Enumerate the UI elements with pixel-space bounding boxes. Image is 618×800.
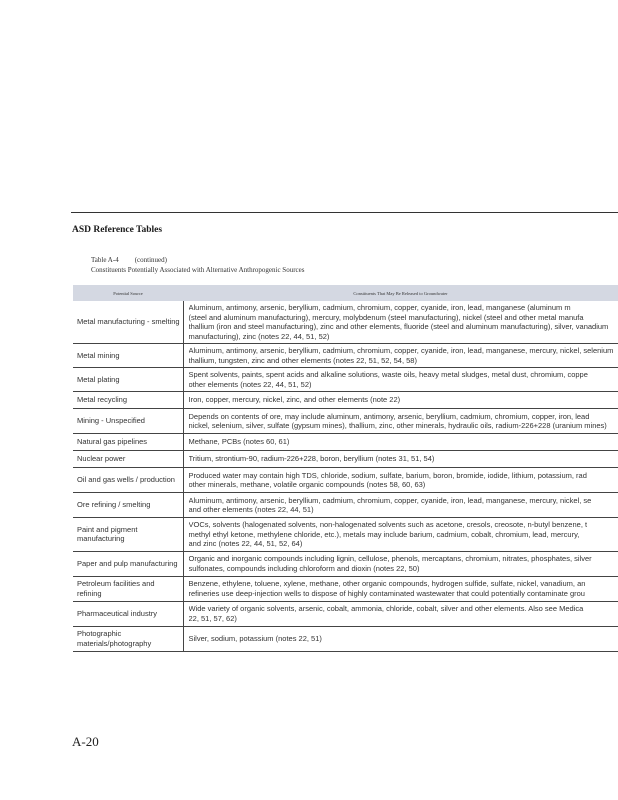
constituents-line: methyl ethyl ketone, methylene chloride, etc.), metals may include barium, cadmium, cobalt, chromium, lead, mercury, (188, 529, 580, 539)
table-row (73, 344, 618, 368)
constituents-line: Depends on contents of ore, may include aluminum, antimony, arsenic, beryllium, cadmium, chromium, copper, iron, lead (188, 411, 590, 421)
table-row (73, 392, 618, 409)
reference-table (73, 285, 618, 652)
table-row (73, 626, 618, 651)
constituents-line: Tritium, strontium-90, radium-226+228, boron, beryllium (notes 31, 51, 54) (188, 454, 435, 464)
table-row (73, 551, 618, 576)
potential-source-cell: Paint and pigment manufacturing (73, 518, 183, 552)
table-row (73, 434, 618, 451)
constituents-line: Wide variety of organic solvents, arsenic, cobalt, ammonia, chloride, cobalt, silver and other elements. Also see Medica (188, 604, 584, 613)
constituents-line: VOCs, solvents (halogenated solvents, non-halogenated solvents such as acetone, cresols, creosote, n-butyl benzene, t (188, 520, 588, 529)
header-constituents: Constituents That May Be Released to Groundwater (183, 285, 618, 301)
constituents-line: Iron, copper, mercury, nickel, zinc, and other elements (note 22) (188, 395, 401, 405)
constituents-line: Spent solvents, paints, spent acids and alkaline solutions, waste oils, heavy metal sludges, metal dust, chromium, coppe (188, 370, 588, 379)
constituents-line: other minerals, methane, volatile organic compounds (notes 58, 60, 63) (188, 480, 426, 489)
constituents-cell (183, 392, 618, 409)
table-number: Table A-4 (91, 256, 119, 264)
constituents-cell (183, 434, 618, 451)
table-label (91, 255, 304, 275)
constituents-cell (183, 626, 618, 651)
constituents-line: Silver, sodium, potassium (notes 22, 51) (188, 633, 322, 643)
constituents-line: and zinc (notes 22, 44, 51, 52, 64) (188, 539, 303, 548)
table-row (73, 409, 618, 434)
header-potential-source: Potential Source (73, 285, 183, 301)
constituents-line: Organic and inorganic compounds including lignin, cellulose, phenols, mercaptans, chromium, nitrates, phosphates, silver (188, 554, 592, 563)
constituents-line: Benzene, ethylene, toluene, xylene, methane, other organic compounds, hydrogen sulfide, sulfate, nickel, vanadium, an (188, 579, 586, 588)
section-title: ASD Reference Tables (72, 225, 163, 235)
potential-source-cell: Pharmaceutical industry (73, 601, 183, 626)
constituents-cell (183, 601, 618, 626)
table-row (73, 451, 618, 468)
constituents-line: sulfonates, compounds including chloroform and dioxin (notes 22, 50) (188, 563, 420, 573)
constituents-cell (183, 493, 618, 518)
constituents-cell (183, 576, 618, 601)
table-row (73, 518, 618, 552)
constituents-cell (183, 551, 618, 576)
constituents-cell (183, 344, 618, 368)
constituents-line: Aluminum, antimony, arsenic, beryllium, cadmium, chromium, copper, cyanide, iron, lead, manganese (aluminum m (188, 303, 571, 312)
constituents-line: Produced water may contain high TDS, chloride, sodium, sulfate, barium, boron, bromide, iodide, lithium, potassium, rad (188, 470, 587, 480)
constituents-cell (183, 301, 618, 344)
table-caption: Constituents Potentially Associated with Alternative Anthropogenic Sources (91, 266, 305, 274)
potential-source-cell: Petroleum facilities and refining (73, 576, 183, 601)
constituents-line: thallium (iron and steel manufacturing), zinc and other elements, fluoride (steel and aluminum manufacturing), silver, vanadium (188, 322, 609, 331)
potential-source-cell: Metal recycling (73, 392, 183, 409)
potential-source-cell: Metal plating (73, 368, 183, 392)
constituents-line: other elements (notes 22, 44, 51, 52) (188, 379, 312, 389)
constituents-line: thallium, tungsten, zinc and other elements (notes 22, 51, 52, 54, 58) (188, 355, 417, 365)
constituents-cell (183, 518, 618, 552)
table-row (73, 301, 618, 344)
table-row (73, 468, 618, 493)
constituents-line: (steel and aluminum manufacturing), mercury, molybdenum (steel manufacturing), nickel (steel and other metal manufa (188, 312, 584, 322)
constituents-cell (183, 409, 618, 434)
potential-source-cell: Oil and gas wells / production (73, 468, 183, 493)
potential-source-cell: Metal manufacturing - smelting (73, 301, 183, 344)
table-row (73, 601, 618, 626)
constituents-line: manufacturing), zinc (notes 22, 44, 51, 52) (188, 331, 330, 341)
constituents-line: nickel, selenium, silver, sulfate (gypsum mines), thallium, zinc, other minerals, hydraulic oils, radium-226+228 (uranium mines) (188, 421, 607, 430)
table-row (73, 576, 618, 601)
potential-source-cell: Nuclear power (73, 451, 183, 468)
constituents-line: and other elements (notes 22, 44, 51) (188, 505, 314, 514)
table-row (73, 493, 618, 518)
table-header-row (73, 285, 618, 301)
constituents-line: Methane, PCBs (notes 60, 61) (188, 437, 290, 447)
table-row (73, 368, 618, 392)
header-rule (71, 212, 618, 213)
constituents-cell (183, 468, 618, 493)
constituents-cell (183, 451, 618, 468)
potential-source-cell: Paper and pulp manufacturing (73, 551, 183, 576)
constituents-cell (183, 368, 618, 392)
constituents-line: refineries use deep-injection wells to dispose of highly contaminated wastewater that could potentially contaminate grou (188, 588, 585, 598)
potential-source-cell: Natural gas pipelines (73, 434, 183, 451)
potential-source-cell: Metal mining (73, 344, 183, 368)
potential-source-cell: Photographic materials/photography (73, 626, 183, 651)
potential-source-cell: Ore refining / smelting (73, 493, 183, 518)
page-number: A-20 (72, 734, 99, 749)
constituents-line: 22, 51, 57, 62) (188, 613, 237, 623)
potential-source-cell: Mining - Unspecified (73, 409, 183, 434)
table-continued: (continued) (134, 256, 167, 264)
constituents-line: Aluminum, antimony, arsenic, beryllium, cadmium, chromium, copper, cyanide, iron, lead, manganese, mercury, nickel, se (188, 495, 592, 505)
constituents-line: Aluminum, antimony, arsenic, beryllium, cadmium, chromium, copper, cyanide, iron, lead, manganese, mercury, nickel, selenium (188, 346, 614, 355)
